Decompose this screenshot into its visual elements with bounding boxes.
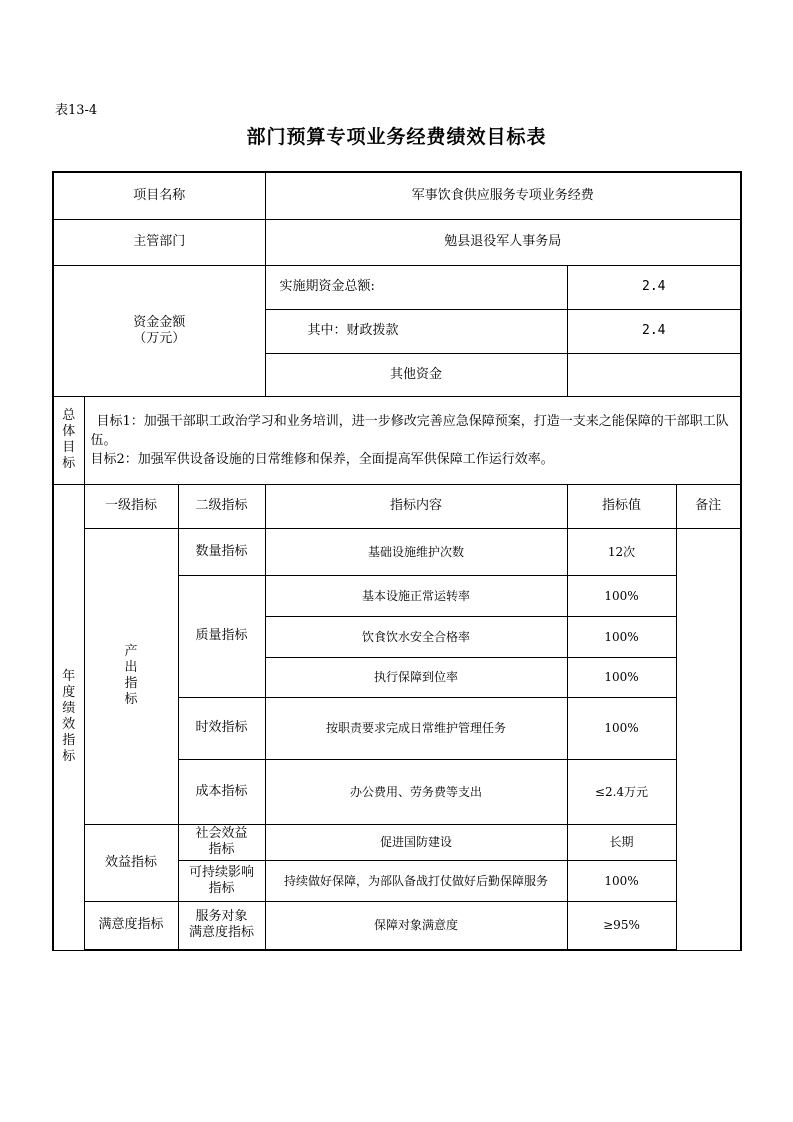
indicator-header-row (53, 484, 741, 528)
sustain-value: 100% (567, 860, 676, 901)
quantity-label: 数量指标 (178, 528, 265, 575)
project-name-value: 军事饮食供应服务专项业务经费 (265, 172, 741, 219)
output-indicator-label (84, 528, 178, 824)
goals-label-char: 标 (62, 456, 76, 471)
time-label: 时效指标 (178, 697, 265, 759)
header-content: 指标内容 (265, 484, 567, 528)
sustain-label-line1: 可持续影响 (188, 864, 254, 880)
goal-1: 目标1：加强干部职工政治学习和业务培训，进一步修改完善应急保障预案，打造一支来之能保障的干部职工队伍。 (90, 413, 729, 448)
dept-label: 主管部门 (53, 219, 265, 265)
funds-label (53, 265, 265, 396)
social-benefit-label (178, 824, 265, 860)
funds-total-label: 实施期资金总额: (265, 265, 567, 309)
sustain-label-line2: 指标 (208, 880, 235, 896)
output-label-char: 出 (124, 660, 138, 675)
social-benefit-value: 长期 (567, 824, 676, 860)
quality-content: 执行保障到位率 (265, 657, 567, 697)
social-benefit-label-line1: 社会效益 (195, 826, 248, 841)
service-satisfaction-label (178, 901, 265, 950)
goals-label-char: 总 (62, 408, 76, 423)
header-note: 备注 (676, 484, 741, 528)
social-benefit-row (53, 824, 741, 860)
output-label-char: 产 (124, 644, 138, 659)
note-cell (676, 528, 741, 950)
benefit-indicator-label: 效益指标 (84, 824, 178, 901)
service-satisfaction-value: ≥95% (567, 901, 676, 950)
sustain-content: 持续做好保障，为部队备战打仗做好后勤保障服务 (265, 860, 567, 901)
quantity-content: 基础设施维护次数 (265, 528, 567, 575)
goals-label (53, 396, 84, 484)
funds-label-line1: 资金金额 (133, 314, 186, 330)
quality-content: 基本设施正常运转率 (265, 575, 567, 616)
sustain-label (178, 860, 265, 901)
annual-indicator-label (53, 484, 84, 950)
funds-label-line2: （万元） (133, 330, 186, 346)
annual-label-char: 指 (62, 733, 76, 748)
funds-other-label: 其他资金 (265, 353, 567, 396)
service-satisfaction-content: 保障对象满意度 (265, 901, 567, 950)
cost-value: ≤2.4万元 (567, 759, 676, 824)
table-number: 表13-4 (55, 103, 98, 118)
goals-text (84, 396, 741, 484)
satisfaction-row (53, 901, 741, 950)
quality-label: 质量指标 (178, 575, 265, 697)
quality-content: 饮食饮水安全合格率 (265, 616, 567, 657)
cost-content: 办公费用、劳务费等支出 (265, 759, 567, 824)
header-level1: 一级指标 (84, 484, 178, 528)
goals-label-char: 体 (62, 424, 76, 439)
goals-label-char: 目 (62, 440, 76, 455)
annual-label-char: 绩 (62, 701, 76, 716)
header-level2: 二级指标 (178, 484, 265, 528)
social-benefit-label-line2: 指标 (208, 842, 235, 857)
dept-value: 勉县退役军人事务局 (265, 219, 741, 265)
output-label-char: 标 (124, 692, 138, 707)
quantity-row (53, 528, 741, 575)
service-label-line2: 满意度指标 (188, 925, 254, 941)
funds-other-value (567, 353, 741, 396)
project-name-row (53, 172, 741, 219)
page-title: 部门预算专项业务经费绩效目标表 (246, 126, 547, 148)
annual-label-char: 效 (62, 717, 76, 732)
quality-value: 100% (567, 616, 676, 657)
annual-label-char: 度 (62, 685, 76, 700)
header-value: 指标值 (567, 484, 676, 528)
cost-label: 成本指标 (178, 759, 265, 824)
funds-fiscal-label: 其中：财政拨款 (265, 309, 567, 353)
goals-row (53, 396, 741, 484)
time-value: 100% (567, 697, 676, 759)
time-content: 按职责要求完成日常维护管理任务 (265, 697, 567, 759)
funds-total-value: 2.4 (567, 265, 741, 309)
goal-2: 目标2：加强军供设备设施的日常维修和保养，全面提高军供保障工作运行效率。 (90, 451, 554, 467)
social-benefit-content: 促进国防建设 (265, 824, 567, 860)
funds-total-row (53, 265, 741, 309)
service-label-line1: 服务对象 (195, 909, 248, 925)
output-label-char: 指 (124, 676, 138, 691)
quality-value: 100% (567, 657, 676, 697)
annual-label-char: 标 (62, 749, 76, 764)
funds-fiscal-value: 2.4 (567, 309, 741, 353)
project-name-label: 项目名称 (53, 172, 265, 219)
annual-label-char: 年 (62, 669, 76, 684)
dept-row (53, 219, 741, 265)
quantity-value: 12次 (567, 528, 676, 575)
performance-table (52, 171, 742, 951)
quality-value: 100% (567, 575, 676, 616)
satisfaction-indicator-label: 满意度指标 (84, 901, 178, 950)
